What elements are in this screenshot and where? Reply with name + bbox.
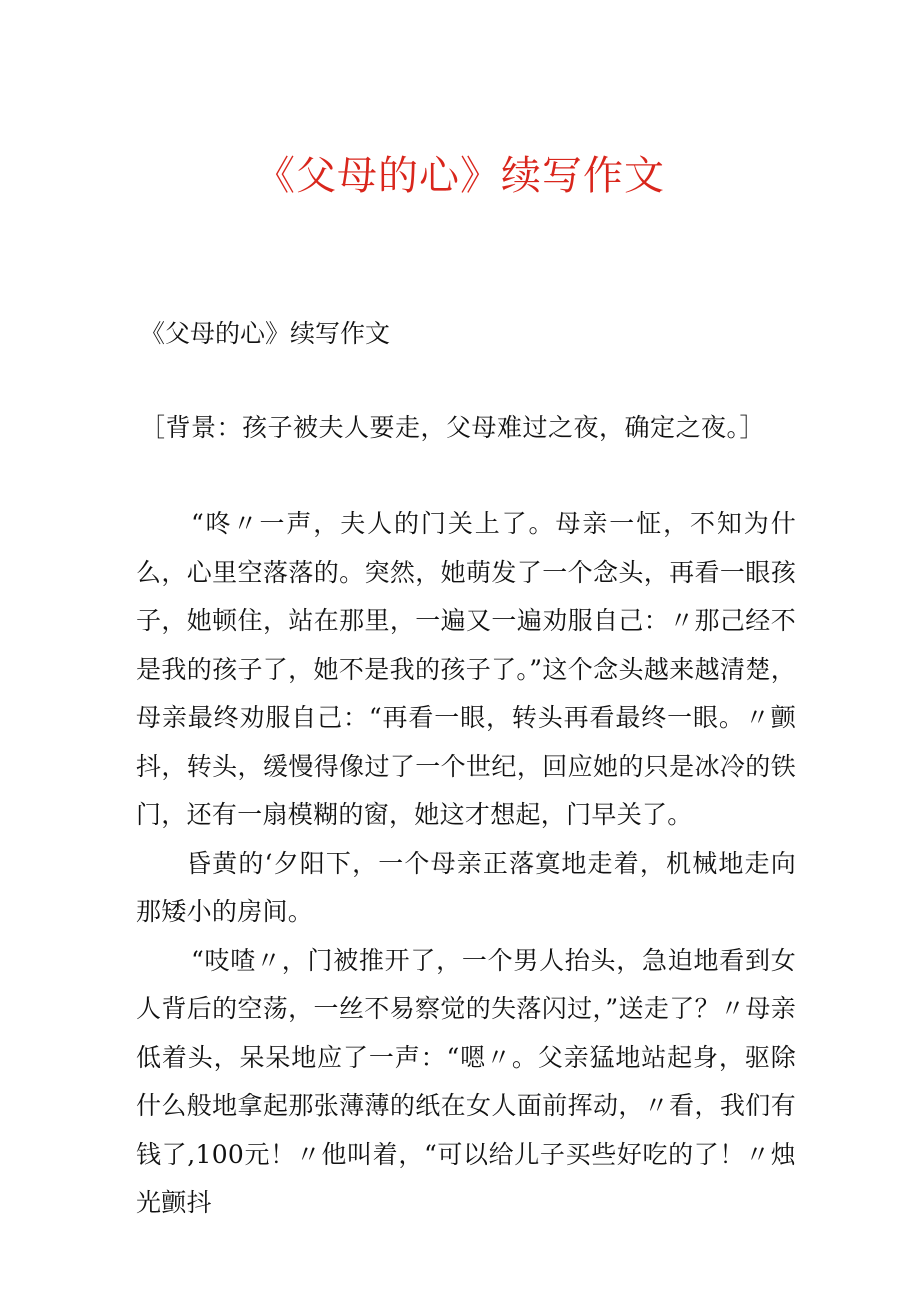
paragraph: “吱喳〃，门被推开了，一个男人抬头，急迫地看到女人背后的空荡，一丝不易察觉的失落闪过，”送走了？〃母亲低着头，呆呆地应了一声：“嗯〃。父亲猛地站起身，驱除什么般地拿起那张薄薄的纸在女人面前挥动，〃看，我们有钱了,100元！〃他叫着，“可以给儿子买些好吃的了！〃烛光颤抖: [136, 945, 796, 1217]
paragraph: “咚〃一声，夫人的门关上了。母亲一怔，不知为什么，心里空落落的。突然，她萌发了一个念头，再看一眼孩子，她顿住，站在那里，一遍又一遍劝服自己：〃那己经不是我的孩子了，她不是我的孩子了。”这个念头越来越清楚，母亲最终劝服自己：“再看一眼，转头再看最终一眼。〃颤抖，转头，缓慢得像过了一个世纪，回应她的只是冰冷的铁门，还有一扇模糊的窗，她这才想起，门早关了。: [136, 509, 796, 829]
body-text: [136, 500, 796, 1228]
document-subtitle: 《父母的心》续写作文: [140, 319, 391, 348]
document-title: 《父母的心》续写作文: [255, 153, 665, 199]
paragraph: 昏黄的‘夕阳下，一个母亲正落寞地走着，机械地走向那矮小的房间。: [136, 848, 796, 926]
background-note: ［背景：孩子被夫人要走，父母难过之夜，确定之夜。］: [140, 413, 766, 442]
